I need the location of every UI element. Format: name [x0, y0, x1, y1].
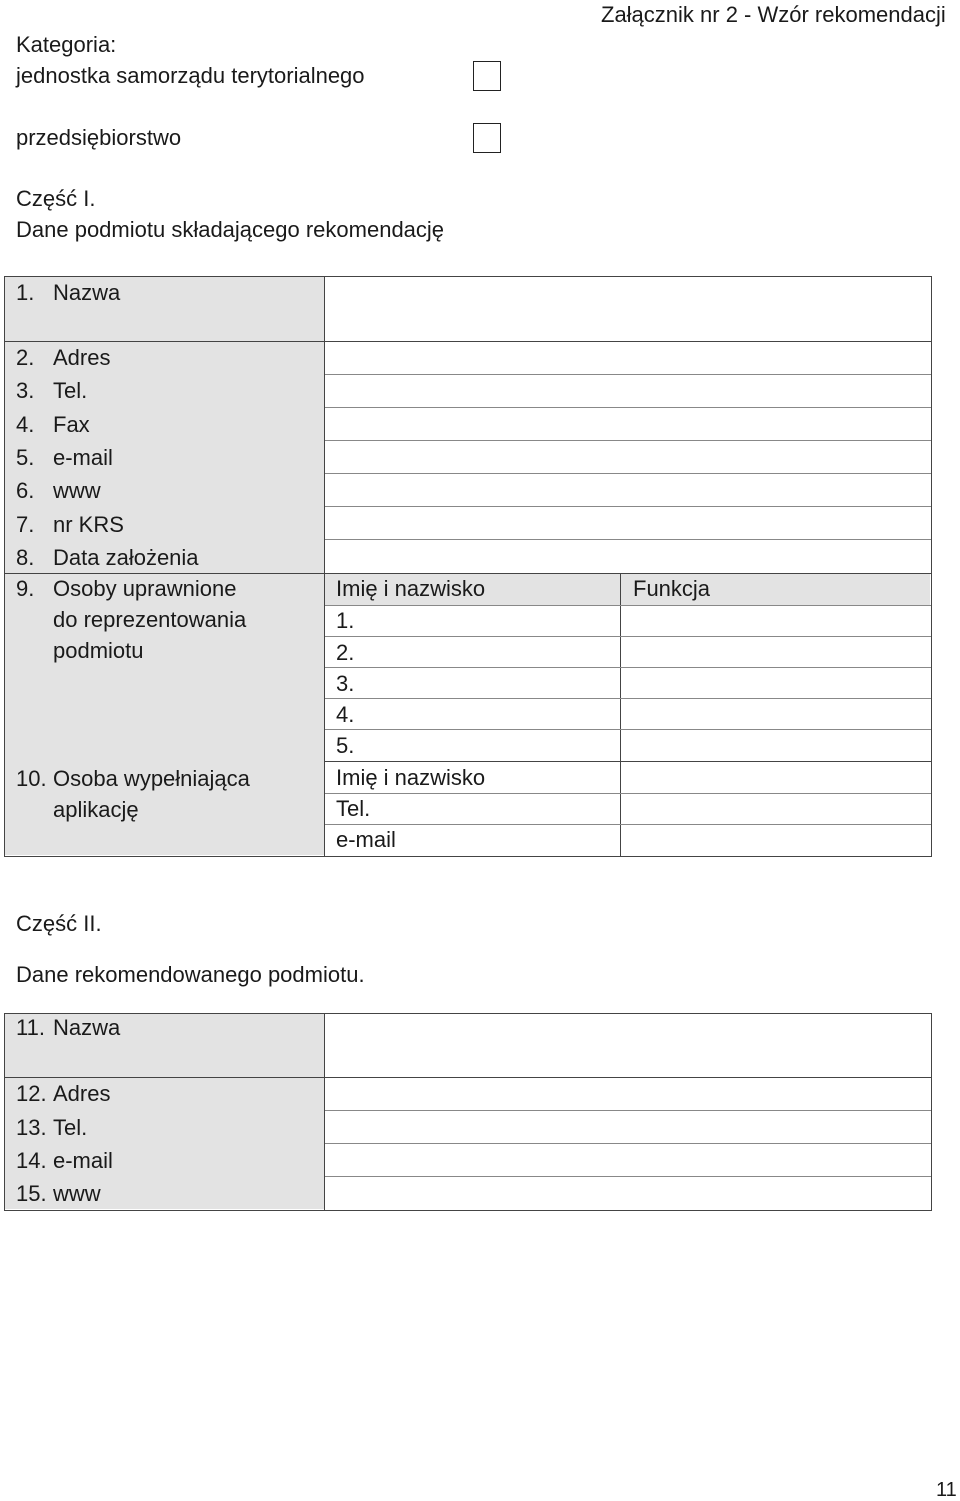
row-number: 12.	[16, 1081, 47, 1106]
representatives-label-line: Osoby uprawnione	[53, 576, 237, 601]
row-label-email: e-mail	[53, 445, 113, 470]
row-number: 6.	[16, 478, 35, 503]
row-number: 3.	[16, 378, 35, 403]
category-enterprise-checkbox[interactable]	[473, 123, 501, 153]
row-number: 14.	[16, 1148, 47, 1173]
row-number: 15.	[16, 1181, 47, 1206]
row-number: 5.	[16, 445, 35, 470]
row-number: 11.	[16, 1015, 45, 1040]
row-number: 7.	[16, 512, 35, 537]
representative-entry: 2.	[336, 640, 355, 665]
category-title: Kategoria:	[16, 32, 117, 57]
row-label-krs: nr KRS	[53, 512, 124, 537]
row-number: 4.	[16, 412, 35, 437]
category-option-local-government-label: jednostka samorządu terytorialnego	[16, 63, 365, 88]
representatives-label-line: do reprezentowania	[53, 607, 247, 632]
part1-heading: Część I.	[16, 186, 96, 211]
row-label-founding-date: Data założenia	[53, 545, 199, 570]
part1-subheading: Dane podmiotu składającego rekomendację	[16, 217, 445, 242]
representatives-label-line: podmiotu	[53, 638, 144, 663]
row-label-email: e-mail	[53, 1148, 113, 1173]
row-label-phone: Tel.	[53, 378, 88, 403]
row-number: 10.	[16, 766, 47, 791]
part2-table-border	[4, 1013, 932, 1211]
row-label-phone: Tel.	[53, 1115, 88, 1140]
row-number: 9.	[16, 576, 35, 601]
category-local-government-checkbox[interactable]	[473, 61, 501, 91]
filler-field-phone: Tel.	[336, 796, 371, 821]
part2-subheading: Dane rekomendowanego podmiotu.	[16, 962, 365, 987]
representative-entry: 5.	[336, 733, 355, 758]
filler-label-line: Osoba wypełniająca	[53, 766, 250, 791]
row-number: 13.	[16, 1115, 47, 1140]
row-label-address: Adres	[53, 345, 111, 370]
row-number: 1.	[16, 280, 35, 305]
representative-entry: 4.	[336, 702, 355, 727]
filler-field-email: e-mail	[336, 827, 396, 852]
row-label-address: Adres	[53, 1081, 111, 1106]
row-label-name: Nazwa	[53, 1015, 121, 1040]
row-number: 8.	[16, 545, 35, 570]
filler-label-line: aplikację	[53, 797, 139, 822]
row-label-www: www	[53, 478, 101, 503]
column-header-name: Imię i nazwisko	[336, 576, 486, 601]
page-number: 11	[936, 1479, 957, 1501]
filler-field-name: Imię i nazwisko	[336, 765, 486, 790]
representative-entry: 3.	[336, 671, 355, 696]
row-label-name: Nazwa	[53, 280, 121, 305]
row-label-www: www	[53, 1181, 101, 1206]
annex-title: Załącznik nr 2 - Wzór rekomendacji	[601, 2, 946, 27]
representative-entry: 1.	[336, 608, 355, 633]
part2-heading: Część II.	[16, 911, 102, 936]
row-number: 2.	[16, 345, 35, 370]
category-option-enterprise-label: przedsiębiorstwo	[16, 125, 182, 150]
column-header-function: Funkcja	[633, 576, 711, 601]
row-label-fax: Fax	[53, 412, 90, 437]
